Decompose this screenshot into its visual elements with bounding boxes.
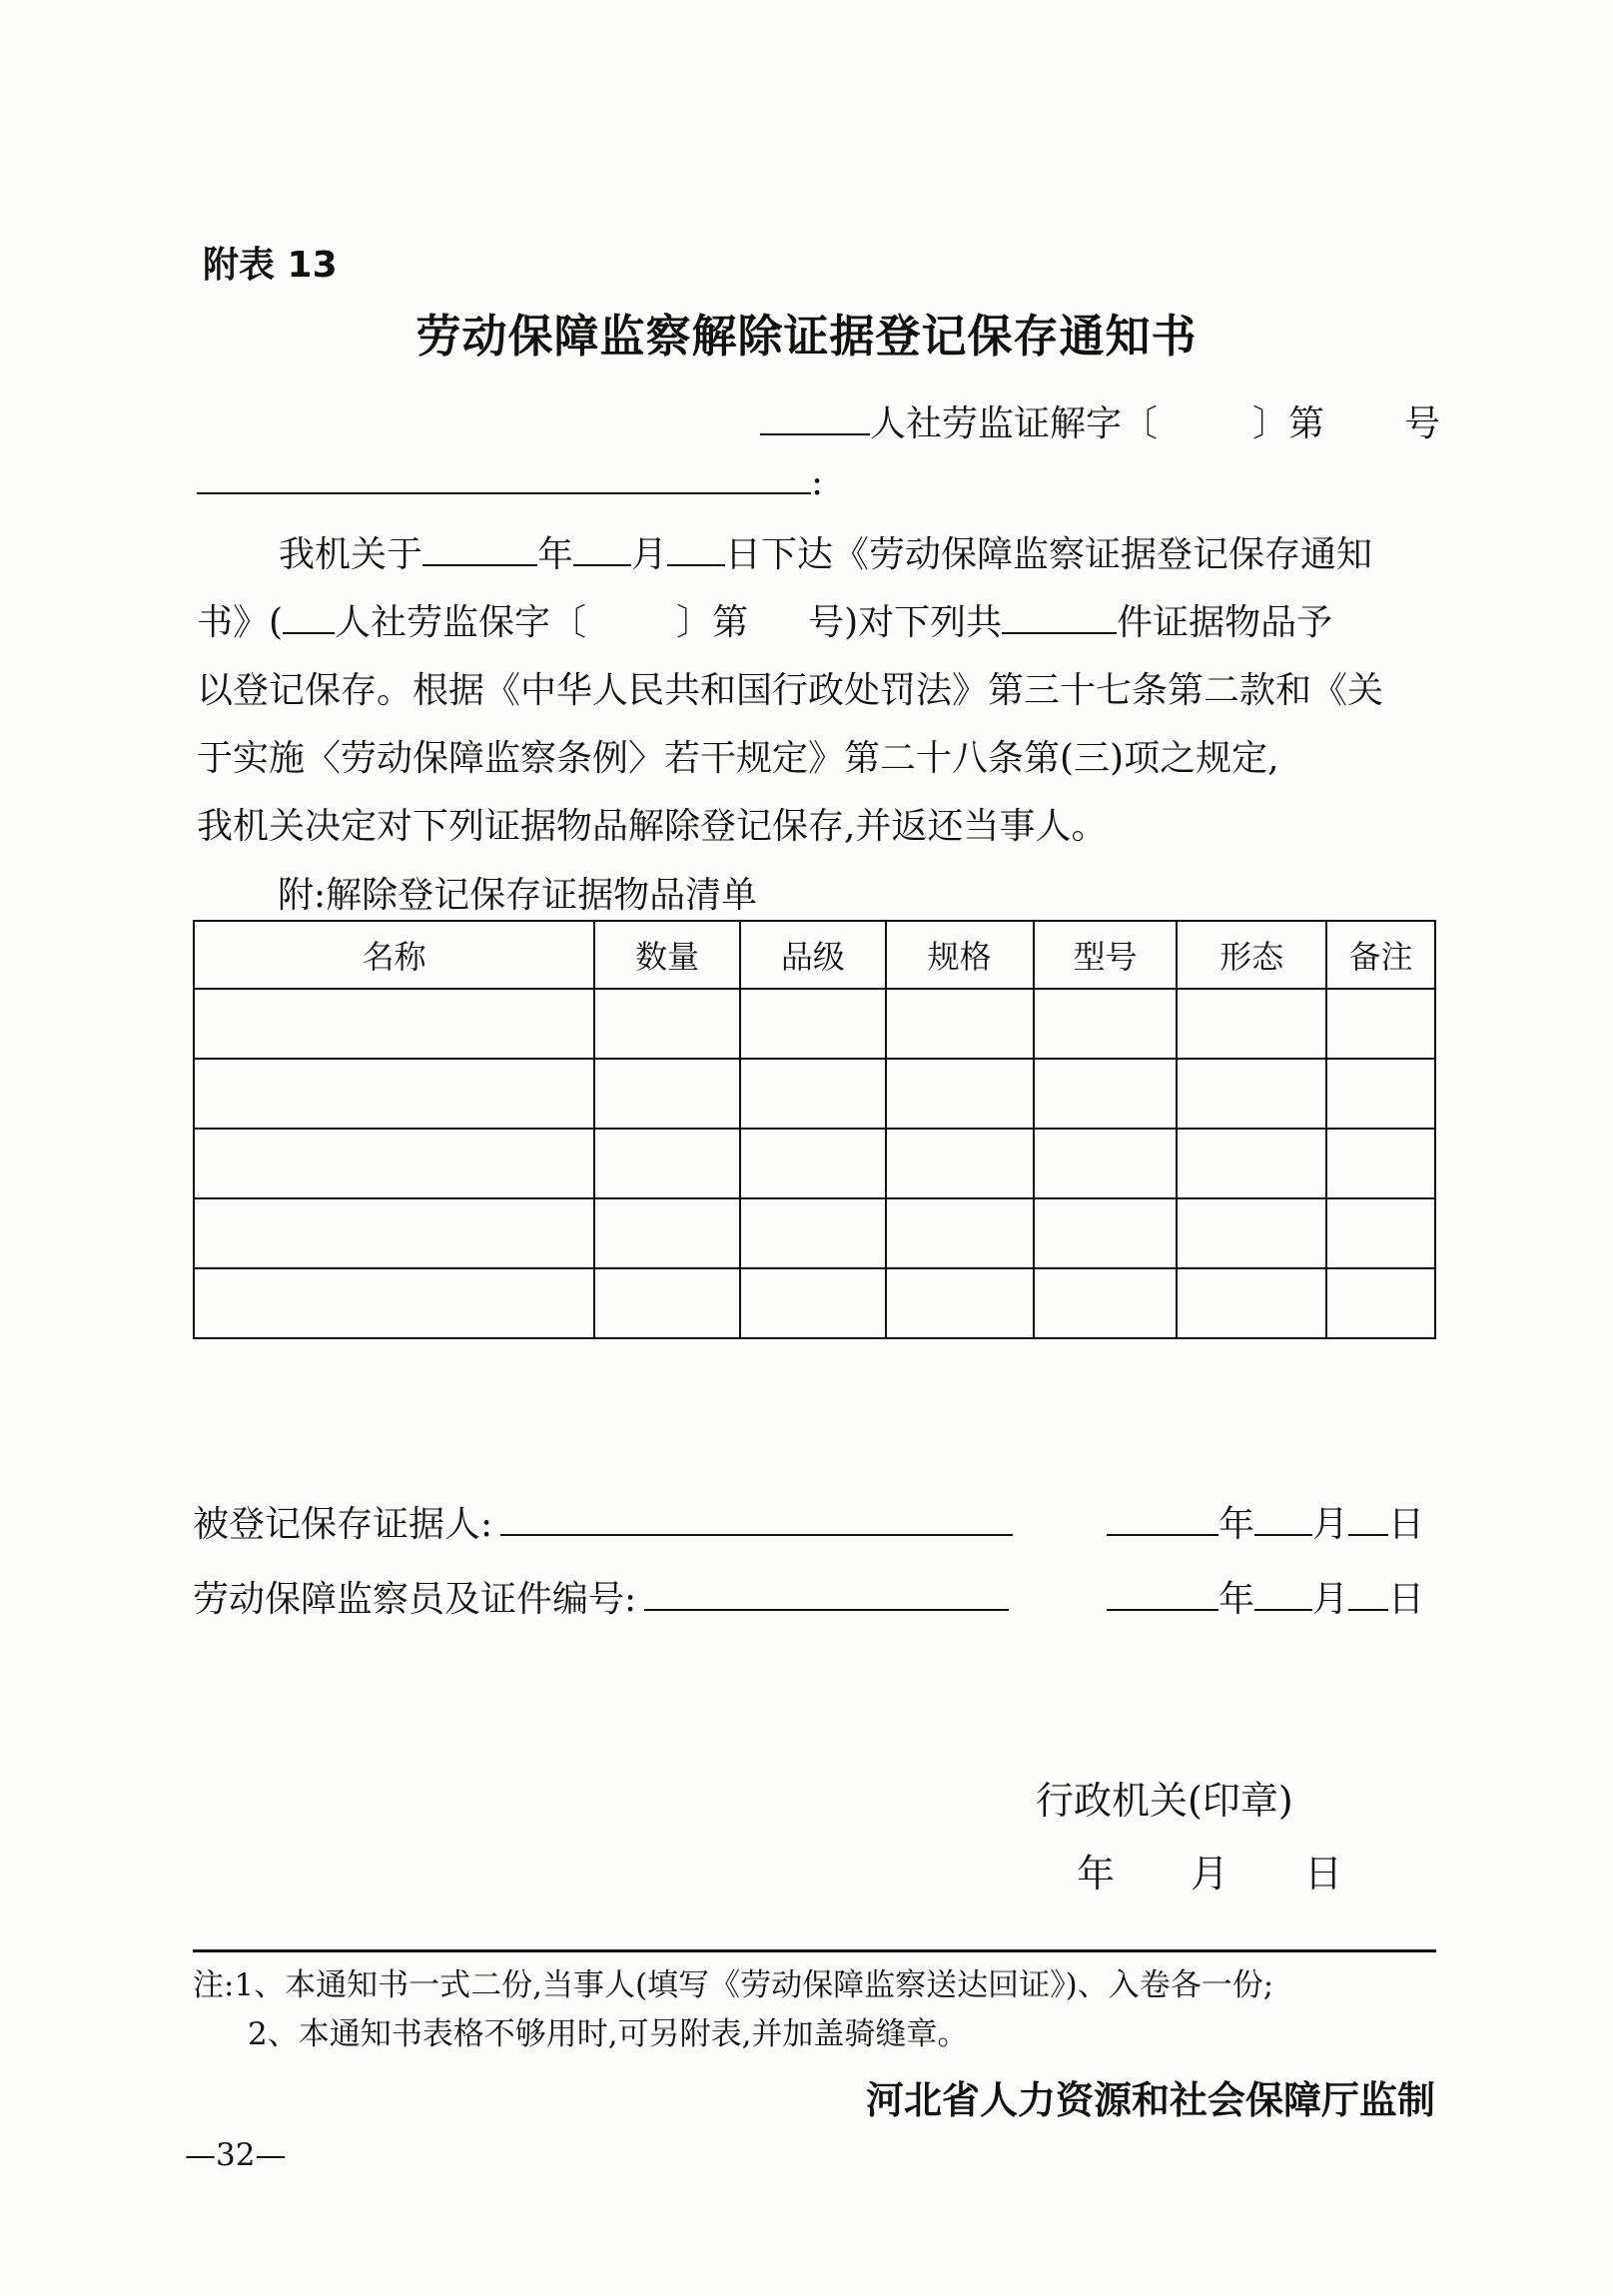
blank-year[interactable] (1107, 1533, 1218, 1536)
table-cell[interactable] (1326, 989, 1435, 1059)
table-cell[interactable] (1034, 1129, 1178, 1198)
addressee-colon: : (811, 462, 824, 503)
blank-year[interactable] (1107, 1608, 1218, 1611)
table-row (194, 989, 1435, 1059)
col-header-name: 名称 (194, 921, 594, 989)
blank-prefix[interactable] (283, 631, 335, 634)
inspector-date: 年 月 日 (1107, 1571, 1424, 1622)
table-cell[interactable] (1326, 1059, 1435, 1129)
blank-day[interactable] (667, 563, 725, 566)
doc-number-suffix: 号 (1403, 403, 1440, 444)
inspector-signature (193, 1571, 1009, 1622)
table-cell[interactable] (594, 1198, 740, 1268)
blank-count[interactable] (1002, 631, 1117, 634)
body-line-5: 我机关决定对下列证据物品解除登记保存,并返还当事人。 (197, 806, 1108, 847)
table-cell[interactable] (1034, 1198, 1178, 1268)
col-header-model: 型号 (1034, 921, 1178, 989)
body-line-4: 于实施〈劳动保障监察条例〉若干规定》第二十八条第(三)项之规定, (197, 738, 1279, 779)
table-cell[interactable] (194, 1129, 594, 1198)
blank-day[interactable] (1348, 1533, 1388, 1536)
col-header-quantity: 数量 (594, 921, 740, 989)
blank-month[interactable] (1254, 1533, 1312, 1536)
doc-number-middle: 〕第 (1251, 403, 1324, 444)
table-cell[interactable] (886, 989, 1034, 1059)
table-cell[interactable] (1177, 1268, 1326, 1338)
table-cell[interactable] (194, 1059, 594, 1129)
table-cell[interactable] (1034, 1268, 1178, 1338)
blank-field[interactable] (760, 432, 870, 435)
attachment-list-label: 附:解除登记保存证据物品清单 (278, 875, 758, 916)
table-cell[interactable] (886, 1059, 1034, 1129)
table-cell[interactable] (1177, 989, 1326, 1059)
table-row (194, 1198, 1435, 1268)
body-line-3: 以登记保存。根据《中华人民共和国行政处罚法》第三十七条第二款和《关 (197, 670, 1384, 711)
table-cell[interactable] (1326, 1268, 1435, 1338)
table-cell[interactable] (1177, 1198, 1326, 1268)
table-row (194, 1268, 1435, 1338)
table-cell[interactable] (886, 1129, 1034, 1198)
inspector-label: 劳动保障监察员及证件编号: (193, 1579, 637, 1620)
table-cell[interactable] (1177, 1059, 1326, 1129)
attachment-label: 附表 13 (203, 245, 338, 286)
table-cell[interactable] (740, 1198, 886, 1268)
col-header-grade: 品级 (740, 921, 886, 989)
page-number: —32— (185, 2137, 287, 2173)
table-cell[interactable] (740, 1268, 886, 1338)
notes-divider (193, 1949, 1436, 1952)
table-cell[interactable] (594, 1059, 740, 1129)
table-cell[interactable] (1034, 1059, 1178, 1129)
addressee-line (197, 462, 823, 503)
table-cell[interactable] (594, 989, 740, 1059)
col-header-remarks: 备注 (1326, 921, 1435, 989)
table-cell[interactable] (1034, 989, 1178, 1059)
table-cell[interactable] (1326, 1129, 1435, 1198)
table-cell[interactable] (1326, 1198, 1435, 1268)
evidence-items-table (193, 920, 1436, 1339)
document-title: 劳动保障监察解除证据登记保存通知书 (415, 310, 1198, 363)
doc-number-prefix: 人社劳监证解字〔 (869, 403, 1158, 444)
evidence-holder-signature (193, 1496, 1013, 1547)
note-1: 注:1、本通知书一式二份,当事人(填写《劳动保障监察送达回证》)、入卷各一份; (193, 1967, 1274, 2003)
holder-date: 年 月 日 (1107, 1496, 1424, 1547)
addressee-blank[interactable] (197, 491, 811, 494)
holder-signature-field[interactable] (500, 1533, 1013, 1536)
body-line-1: 我机关于 年 月 日下达《劳动保障监察证据登记保存通知 (279, 534, 1373, 575)
agency-seal-label: 行政机关(印章) (1036, 1779, 1293, 1823)
inspector-signature-field[interactable] (644, 1608, 1009, 1611)
table-cell[interactable] (194, 989, 594, 1059)
table-cell[interactable] (886, 1198, 1034, 1268)
table-cell[interactable] (740, 1129, 886, 1198)
blank-day[interactable] (1348, 1608, 1388, 1611)
blank-month[interactable] (573, 563, 631, 566)
issuing-authority: 河北省人力资源和社会保障厅监制 (865, 2078, 1435, 2122)
seal-date: 年 月 日 (1077, 1852, 1343, 1896)
note-2: 2、本通知书表格不够用时,可另附表,并加盖骑缝章。 (248, 2016, 969, 2052)
table-cell[interactable] (594, 1268, 740, 1338)
holder-label: 被登记保存证据人: (193, 1504, 493, 1545)
table-cell[interactable] (194, 1268, 594, 1338)
blank-month[interactable] (1254, 1608, 1312, 1611)
table-cell[interactable] (886, 1268, 1034, 1338)
table-cell[interactable] (594, 1129, 740, 1198)
table-cell[interactable] (740, 1059, 886, 1129)
table-row (194, 1059, 1435, 1129)
table-header-row (194, 921, 1435, 989)
col-header-form: 形态 (1177, 921, 1326, 989)
table-cell[interactable] (1177, 1129, 1326, 1198)
body-line-2: 书》( 人社劳监保字〔 〕第 号)对下列共 件证据物品予 (197, 602, 1333, 643)
table-cell[interactable] (740, 989, 886, 1059)
table-cell[interactable] (194, 1198, 594, 1268)
notice-body (197, 521, 1440, 861)
document-number (760, 395, 1440, 446)
blank-year[interactable] (422, 563, 537, 566)
col-header-spec: 规格 (886, 921, 1034, 989)
table-row (194, 1129, 1435, 1198)
